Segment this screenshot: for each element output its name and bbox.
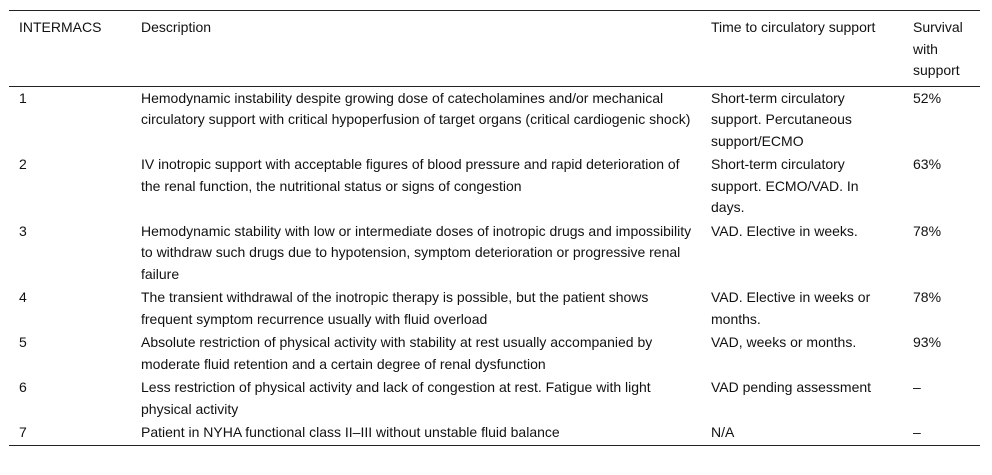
cell-time: VAD. Elective in weeks. bbox=[711, 222, 858, 239]
cell-survival: – bbox=[913, 379, 921, 395]
table-header-row bbox=[9, 11, 980, 87]
cell-intermacs: 2 bbox=[19, 156, 27, 172]
cell-survival: 93% bbox=[913, 334, 942, 350]
cell-description: Absolute restriction of physical activity with stability at rest usually accompanied by moderate fluid retention and a certain degree of renal dysfunction bbox=[141, 334, 653, 372]
cell-time: VAD pending assessment bbox=[711, 379, 872, 395]
cell-description: The transient withdrawal of the inotropic therapy is possible, but the patient shows frequent symptom recurrence usually with fluid overload bbox=[141, 289, 649, 327]
cell-intermacs: 3 bbox=[19, 222, 27, 239]
header-intermacs: INTERMACS bbox=[19, 19, 102, 35]
intermacs-table bbox=[9, 10, 980, 446]
cell-survival: – bbox=[913, 424, 921, 440]
cell-intermacs: 4 bbox=[19, 289, 27, 305]
cell-description: Patient in NYHA functional class II–III without unstable fluid balance bbox=[141, 424, 560, 440]
table-row bbox=[9, 153, 980, 220]
table-row bbox=[9, 376, 980, 421]
cell-survival: 78% bbox=[913, 289, 942, 305]
header-description: Description bbox=[141, 19, 212, 35]
cell-time: Short-term circulatory support. ECMO/VAD. In days. bbox=[711, 156, 859, 215]
table-row bbox=[9, 331, 980, 376]
cell-intermacs: 1 bbox=[19, 89, 27, 106]
cell-description: Hemodynamic stability with low or intermediate doses of inotropic drugs and impossibility to withdraw such drugs due to hypotension, symptom deterioration or progressive renal failure bbox=[141, 222, 692, 282]
table-row bbox=[9, 220, 980, 287]
cell-intermacs: 6 bbox=[19, 379, 27, 395]
cell-description: Less restriction of physical activity and lack of congestion at rest. Fatigue with light physical activity bbox=[141, 379, 651, 417]
cell-description: Hemodynamic instability despite growing dose of catecholamines and/or mechanical circulatory support with critical hypoperfusion of target organs (critical cardiogenic shock) bbox=[141, 89, 691, 127]
cell-intermacs: 7 bbox=[19, 424, 27, 440]
cell-intermacs: 5 bbox=[19, 334, 27, 350]
cell-description: IV inotropic support with acceptable figures of blood pressure and rapid deterioration of the renal function, the nutritional status or signs of congestion bbox=[141, 156, 680, 194]
cell-time: VAD, weeks or months. bbox=[711, 334, 857, 350]
header-survival: Survival with support bbox=[913, 19, 963, 78]
cell-time: VAD. Elective in weeks or months. bbox=[711, 289, 871, 327]
cell-time: N/A bbox=[711, 424, 735, 440]
cell-survival: 78% bbox=[913, 222, 942, 239]
cell-survival: 63% bbox=[913, 156, 942, 172]
table-row bbox=[9, 286, 980, 331]
cell-survival: 52% bbox=[913, 89, 942, 106]
header-time-to-support: Time to circulatory support bbox=[711, 19, 876, 35]
table-row bbox=[9, 421, 980, 445]
cell-time: Short-term circulatory support. Percutaneous support/ECMO bbox=[711, 89, 852, 149]
table-row bbox=[9, 86, 980, 153]
